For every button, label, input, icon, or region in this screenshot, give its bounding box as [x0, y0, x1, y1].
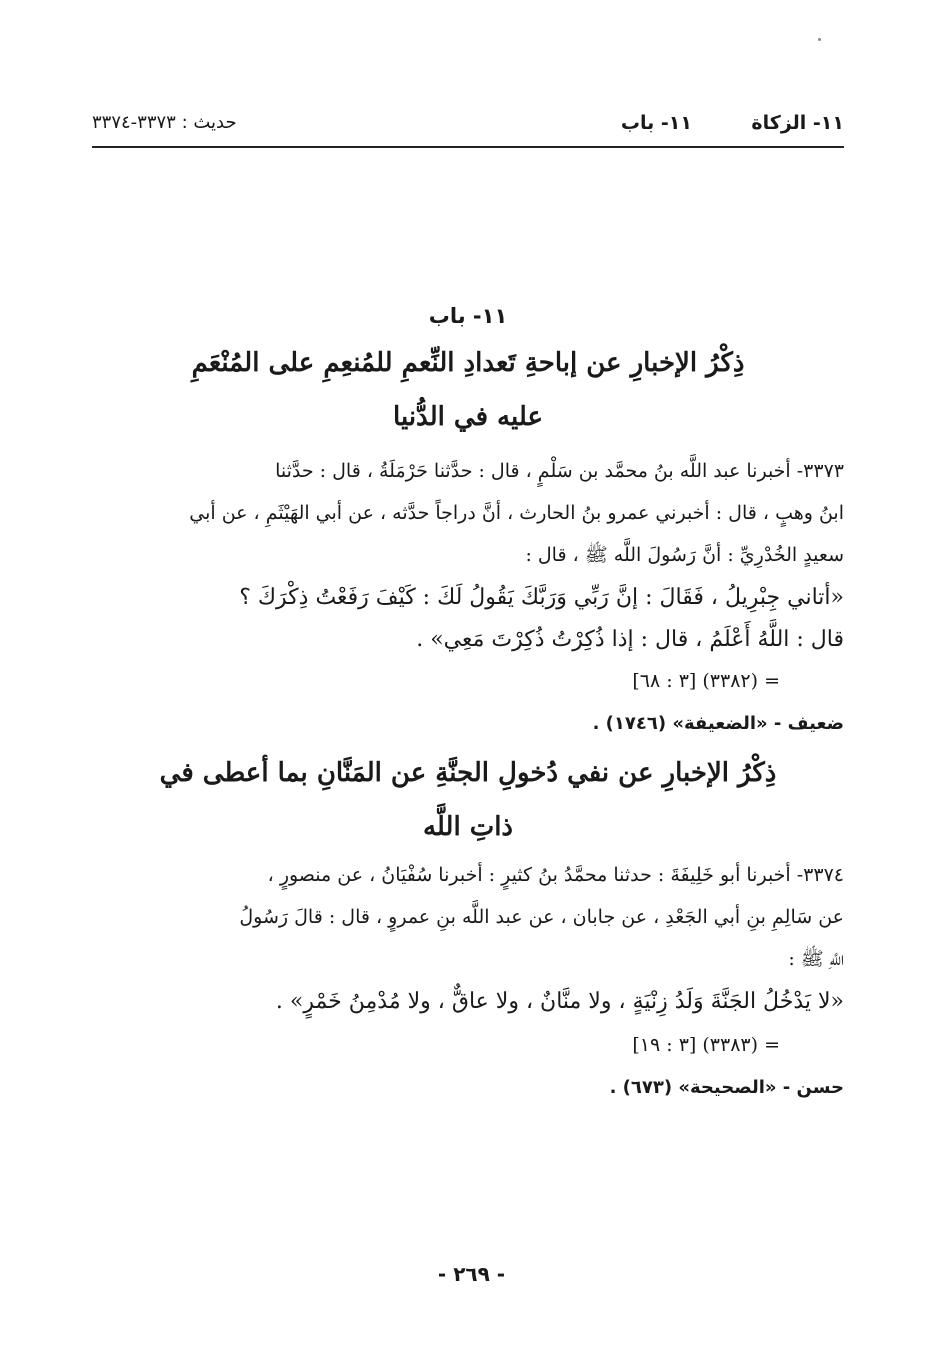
- section2-title-line1: ذِكْرُ الإخبارِ عن نفي دُخولِ الجنَّةِ عن المَنَّانِ بما أعطى في: [159, 758, 777, 788]
- hadith-3373-matn-line2: قال : اللَّهُ أَعْلَمُ ، قال : إذا ذُكِرْتُ ذُكِرْتَ مَعِي» .: [416, 627, 844, 652]
- hadith-3373-reference: = (٣٣٨٢) [٣ : ٦٨]: [632, 670, 780, 692]
- hadith-3374-grade: حسن - «الصحيحة» (٦٧٣) .: [609, 1077, 844, 1098]
- section1-title-line1: ذِكْرُ الإخبارِ عن إباحةِ تَعدادِ النِّعمِ للمُنعِمِ على المُنْعَمِ: [191, 348, 745, 378]
- hadith-3373-isnad-line1: ٣٣٧٣- أخبرنا عبد اللَّه بنُ محمَّد بن سَلْمٍ ، قال : حدَّثنا حَرْمَلَةُ ، قال : حدَّثنا: [275, 460, 844, 482]
- running-header: [92, 104, 844, 144]
- section2-title-line2: ذاتِ اللَّه: [422, 812, 514, 842]
- running-header-book: ١١- الزكاة: [751, 112, 844, 134]
- hadith-3373-isnad-line2: ابنُ وهبٍ ، قال : أخبرني عمرو بنُ الحارث ، أنَّ دراجاً حدَّثه ، عن أبي الهَيْثَمِ ، عن أبي: [189, 502, 844, 524]
- section1-title-line2: عليه في الدُّنيا: [393, 402, 543, 432]
- hadith-3374-reference: = (٣٣٨٣) [٣ : ١٩]: [632, 1034, 780, 1056]
- running-header-chapter: ١١- باب: [620, 112, 692, 134]
- header-rule: [92, 146, 844, 148]
- hadith-3374-isnad-line2: عن سَالِمِ بنِ أبي الجَعْدِ ، عن جابان ، عن عبد اللَّه بنِ عمروٍ ، قال : قالَ رَسُولُ: [239, 906, 844, 928]
- page-number: - ٢٦٩ -: [437, 1262, 506, 1286]
- hadith-3373-grade: ضعيف - «الضعيفة» (١٧٤٦) .: [592, 713, 844, 734]
- hadith-3374-matn-line1: «لا يَدْخُلُ الجَنَّةَ وَلَدُ زِنْيَةٍ ، ولا منَّانٌ ، ولا عاقٌّ ، ولا مُدْمِنُ خَمْرٍ» .: [275, 989, 844, 1014]
- running-header-hadith-range: حديث : ٣٣٧٣-٣٣٧٤: [92, 112, 237, 133]
- hadith-3374-isnad-line1: ٣٣٧٤- أخبرنا أبو خَلِيفَةَ : حدثنا محمَّدُ بنُ كثيرٍ : أخبرنا سُفْيَانُ ، عن منصورٍ ،: [267, 864, 844, 886]
- hadith-3373-isnad-line3: سعيدٍ الخُدْرِيِّ : أنَّ رَسُولَ اللَّه ﷺ ، قال :: [525, 544, 844, 566]
- hadith-3374-isnad-line3: اللَّهِ ﷺ :: [788, 948, 844, 970]
- chapter-label: ١١- باب: [428, 304, 508, 328]
- hadith-3373-matn-line1: «أتاني جِبْرِيلُ ، فَقَالَ : إنَّ رَبِّي وَرَبَّكَ يَقُولُ لَكَ : كَيْفَ رَفَعْتُ ذِكْرَكَ ؟: [239, 585, 844, 610]
- scan-speck: [818, 38, 821, 41]
- page-body: [92, 296, 844, 1110]
